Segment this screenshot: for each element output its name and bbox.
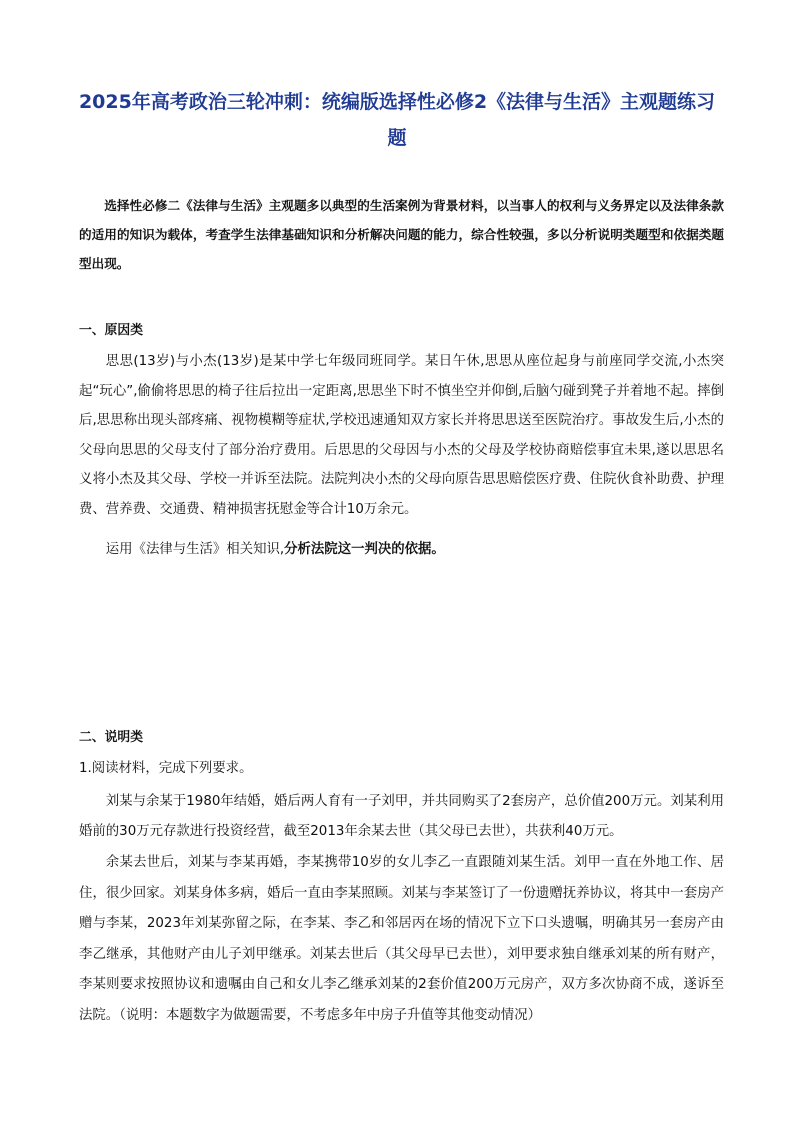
section-heading-reason: 一、原因类 bbox=[79, 323, 143, 338]
document-title: 2025年高考政治三轮冲刺：统编版选择性必修2《法律与生活》主观题练习题 bbox=[78, 91, 716, 149]
question-1-label: 1.阅读材料，完成下列要求。 bbox=[79, 761, 253, 776]
material-paragraph-2: 余某去世后，刘某与李某再婚，李某携带10岁的女儿李乙一直跟随刘某生活。刘甲一直在外地工作、居住，很少回家。刘某身体多病，婚后一直由李某照顾。刘某与李某签订了一份遗赠抚养协议，将其中一套房产赠与李某，2023年刘某弥留之际，在李某、李乙和邻居丙在场的情况下立下口头遗嘱，明确其另一套房产由李乙继承，其他财产由儿子刘甲继承。刘某去世后（其父母早已去世），刘甲要求独自继承刘某的所有财产，李某则要求按照协议和遗嘱由自己和女儿李乙继承刘某的2套价值200万元房产，双方多次协商不成，遂诉至法院。（说明：本题数字为做题需要，不考虑多年中房子升值等其他变动情况） bbox=[79, 855, 724, 1023]
question-bold: 分析法院这一判决的依据。 bbox=[284, 542, 445, 557]
question-paragraph bbox=[79, 535, 724, 564]
question-prefix: 运用《法律与生活》相关知识, bbox=[105, 542, 285, 557]
intro-paragraph: 选择性必修二《法律与生活》主观题多以典型的生活案例为背景材料，以当事人的权利与义务界定以及法律条款的适用的知识为载体，考查学生法律基础知识和分析解决问题的能力，综合性较强，多以分析说明类题型和依据类题型出现。 bbox=[79, 198, 724, 271]
case-material-paragraph: 思思(13岁)与小杰(13岁)是某中学七年级同班同学。某日午休,思思从座位起身与前座同学交流,小杰突起“玩心”,偷偷将思思的椅子往后拉出一定距离,思思坐下时不慎坐空并仰倒,后脑勺碰到凳子并着地不起。摔倒后,思思称出现头部疼痛、视物模糊等症状,学校迅速通知双方家长并将思思送至医院治疗。事故发生后,小杰的父母向思思的父母支付了部分治疗费用。后思思的父母因与小杰的父母及学校协商赔偿事宜未果,遂以思思名义将小杰及其父母、学校一并诉至法院。法院判决小杰的父母向原告思思赔偿医疗费、住院伙食补助费、护理费、营养费、交通费、精神损害抚慰金等合计10万余元。 bbox=[79, 354, 724, 517]
material-paragraph-1: 刘某与余某于1980年结婚，婚后两人育有一子刘甲，并共同购买了2套房产，总价值200万元。刘某利用婚前的30万元存款进行投资经营，截至2013年余某去世（其父母已去世），共获利40万元。 bbox=[79, 794, 724, 839]
section-heading-explain: 二、说明类 bbox=[79, 730, 143, 745]
